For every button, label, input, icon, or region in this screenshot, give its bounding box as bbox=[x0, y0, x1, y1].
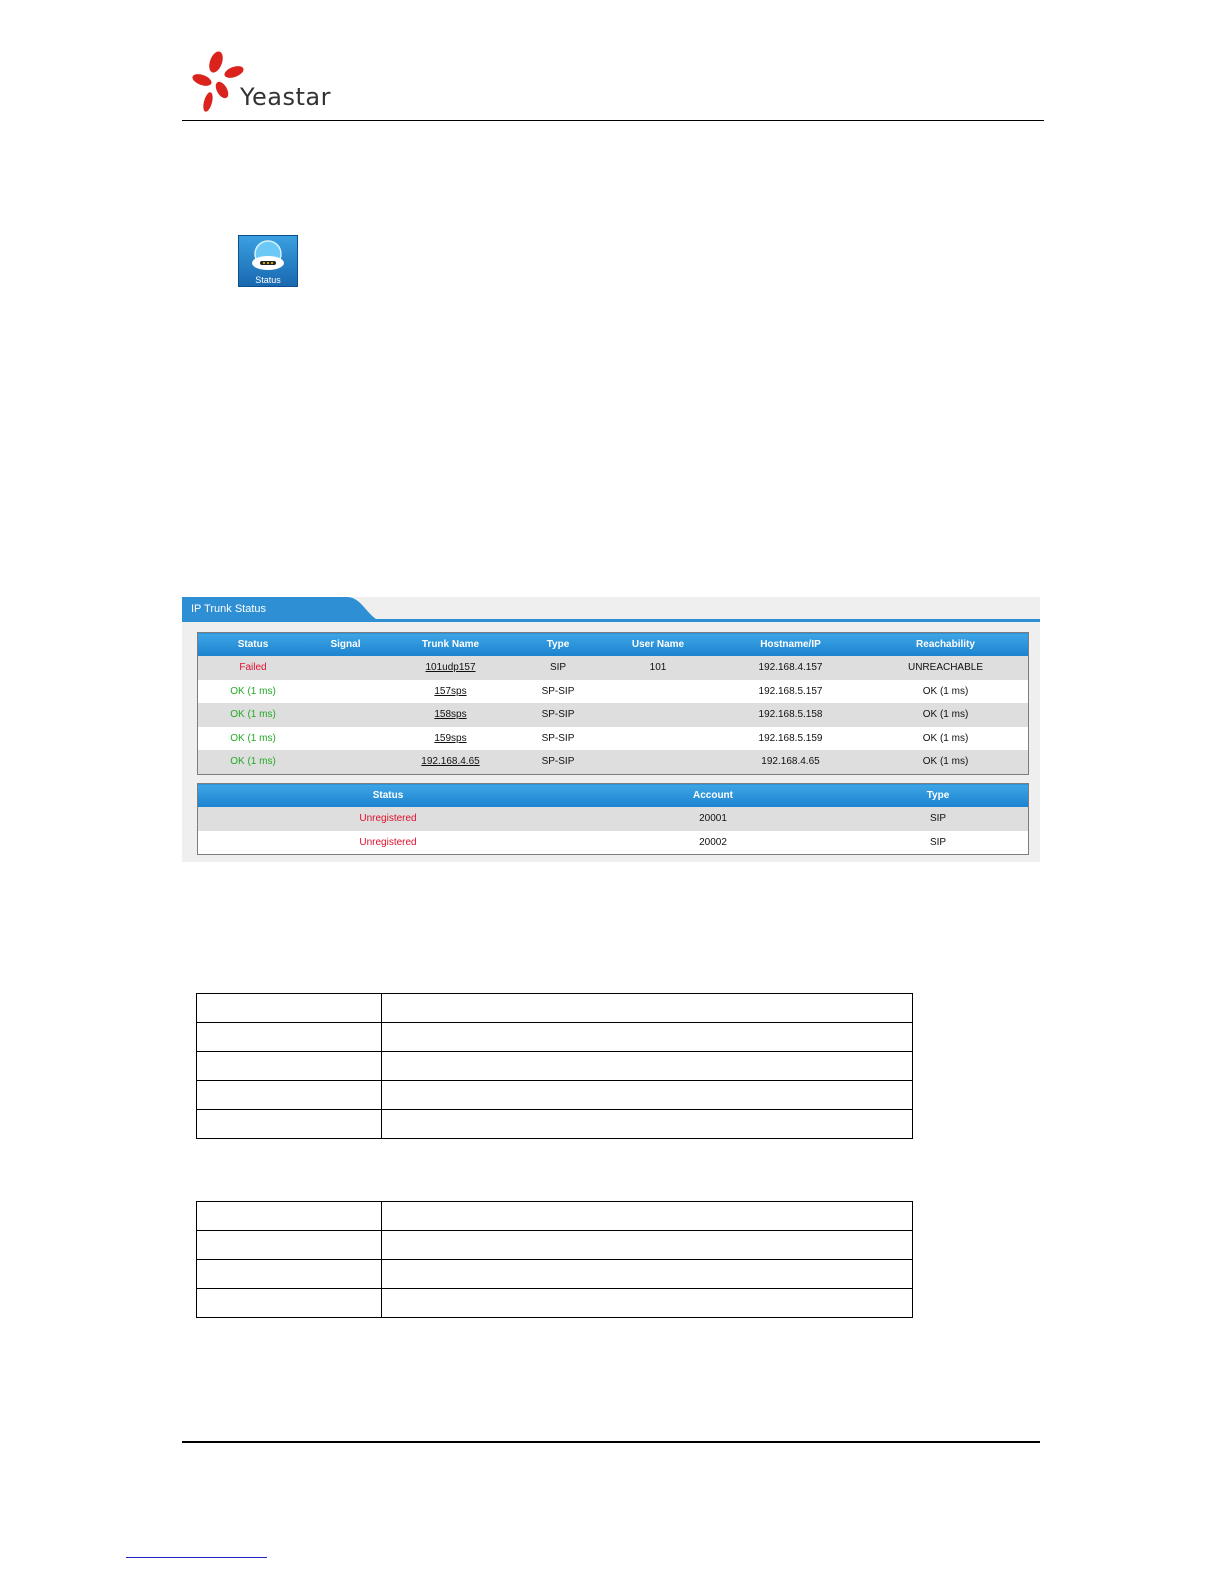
table-row bbox=[197, 1052, 913, 1081]
footer-divider bbox=[182, 1441, 1040, 1443]
trunk-name-text[interactable]: 158sps bbox=[434, 709, 467, 721]
table-row bbox=[197, 1231, 913, 1260]
trunk-type: SIP bbox=[518, 656, 598, 680]
table-cell bbox=[197, 1289, 382, 1318]
trunk-status: OK (1 ms) bbox=[198, 750, 309, 774]
table-cell bbox=[382, 1110, 913, 1139]
trunk-hostname: 192.168.5.158 bbox=[718, 703, 863, 727]
logo-text: Yeastar bbox=[240, 83, 331, 111]
registration-type: SIP bbox=[848, 807, 1029, 831]
table-cell bbox=[197, 1110, 382, 1139]
trunk-type: SP-SIP bbox=[518, 727, 598, 751]
trunk-signal bbox=[308, 703, 383, 727]
trunk-reachability: UNREACHABLE bbox=[863, 656, 1029, 680]
column-header-account: Account bbox=[578, 784, 848, 808]
column-header-hostname: Hostname/IP bbox=[718, 633, 863, 657]
table-row bbox=[197, 1081, 913, 1110]
table-cell bbox=[197, 1052, 382, 1081]
registration-account: 20001 bbox=[578, 807, 848, 831]
table-cell bbox=[197, 1081, 382, 1110]
table-cell bbox=[382, 1231, 913, 1260]
column-header-reachability: Reachability bbox=[863, 633, 1029, 657]
registration-status-table bbox=[197, 783, 1029, 855]
trunk-name-text[interactable]: 101udp157 bbox=[425, 662, 476, 674]
table-row bbox=[198, 727, 1029, 751]
globe-router-icon bbox=[239, 236, 297, 276]
table-cell bbox=[382, 994, 913, 1023]
yeastar-logo bbox=[190, 46, 330, 116]
panel-top-border bbox=[182, 619, 1040, 622]
table-cell bbox=[382, 1260, 913, 1289]
trunk-user-name bbox=[598, 750, 718, 774]
table-row bbox=[197, 1289, 913, 1318]
table-row bbox=[197, 1110, 913, 1139]
table-cell bbox=[382, 1023, 913, 1052]
table-row bbox=[197, 994, 913, 1023]
trunk-user-name bbox=[598, 680, 718, 704]
trunk-name-link[interactable] bbox=[383, 703, 518, 727]
trunk-status-table bbox=[197, 632, 1029, 775]
column-header-type: Type bbox=[848, 784, 1029, 808]
field-description-table-2 bbox=[196, 1201, 913, 1318]
trunk-signal bbox=[308, 656, 383, 680]
trunk-signal bbox=[308, 680, 383, 704]
table-row bbox=[197, 1202, 913, 1231]
table-cell bbox=[197, 1260, 382, 1289]
column-header-trunk-name: Trunk Name bbox=[383, 633, 518, 657]
trunk-type: SP-SIP bbox=[518, 750, 598, 774]
trunk-reachability: OK (1 ms) bbox=[863, 703, 1029, 727]
trunk-user-name: 101 bbox=[598, 656, 718, 680]
trunk-type: SP-SIP bbox=[518, 703, 598, 727]
trunk-reachability: OK (1 ms) bbox=[863, 680, 1029, 704]
trunk-hostname: 192.168.5.159 bbox=[718, 727, 863, 751]
table-cell bbox=[197, 1202, 382, 1231]
trunk-status: OK (1 ms) bbox=[198, 703, 309, 727]
trunk-name-text[interactable]: 192.168.4.65 bbox=[421, 756, 480, 768]
table-cell bbox=[382, 1081, 913, 1110]
registration-account: 20002 bbox=[578, 831, 848, 855]
column-header-status: Status bbox=[198, 784, 579, 808]
status-icon-label: Status bbox=[255, 275, 281, 285]
trunk-name-link[interactable] bbox=[383, 750, 518, 774]
trunk-hostname: 192.168.4.65 bbox=[718, 750, 863, 774]
trunk-signal bbox=[308, 727, 383, 751]
trunk-name-link[interactable] bbox=[383, 727, 518, 751]
column-header-user-name: User Name bbox=[598, 633, 718, 657]
table-row bbox=[198, 703, 1029, 727]
trunk-name-text[interactable]: 157sps bbox=[434, 685, 467, 697]
table-cell bbox=[197, 1023, 382, 1052]
table-cell bbox=[382, 1202, 913, 1231]
trunk-status: OK (1 ms) bbox=[198, 680, 309, 704]
trunk-name-link[interactable] bbox=[383, 680, 518, 704]
table-row bbox=[198, 807, 1029, 831]
table-cell bbox=[197, 994, 382, 1023]
trunk-reachability: OK (1 ms) bbox=[863, 750, 1029, 774]
trunk-name-link[interactable] bbox=[383, 656, 518, 680]
ip-trunk-status-panel bbox=[182, 597, 1040, 862]
table-row bbox=[198, 656, 1029, 680]
trunk-signal bbox=[308, 750, 383, 774]
table-row bbox=[198, 750, 1029, 774]
registration-status: Unregistered bbox=[198, 831, 579, 855]
table-row bbox=[197, 1023, 913, 1052]
header-divider bbox=[182, 120, 1044, 121]
trunk-user-name bbox=[598, 727, 718, 751]
column-header-status: Status bbox=[198, 633, 309, 657]
footer-link-underline[interactable] bbox=[126, 1557, 267, 1558]
trunk-status: OK (1 ms) bbox=[198, 727, 309, 751]
trunk-hostname: 192.168.4.157 bbox=[718, 656, 863, 680]
table-row bbox=[198, 680, 1029, 704]
trunk-user-name bbox=[598, 703, 718, 727]
status-app-icon[interactable] bbox=[238, 235, 298, 287]
table-row bbox=[197, 1260, 913, 1289]
column-header-signal: Signal bbox=[308, 633, 383, 657]
table-cell bbox=[197, 1231, 382, 1260]
registration-type: SIP bbox=[848, 831, 1029, 855]
trunk-name-text[interactable]: 159sps bbox=[434, 732, 467, 744]
trunk-type: SP-SIP bbox=[518, 680, 598, 704]
table-row bbox=[198, 831, 1029, 855]
panel-title: IP Trunk Status bbox=[191, 603, 267, 615]
registration-status: Unregistered bbox=[198, 807, 579, 831]
trunk-hostname: 192.168.5.157 bbox=[718, 680, 863, 704]
column-header-type: Type bbox=[518, 633, 598, 657]
trunk-status: Failed bbox=[198, 656, 309, 680]
table-cell bbox=[382, 1289, 913, 1318]
table-cell bbox=[382, 1052, 913, 1081]
trunk-reachability: OK (1 ms) bbox=[863, 727, 1029, 751]
field-description-table-1 bbox=[196, 993, 913, 1139]
